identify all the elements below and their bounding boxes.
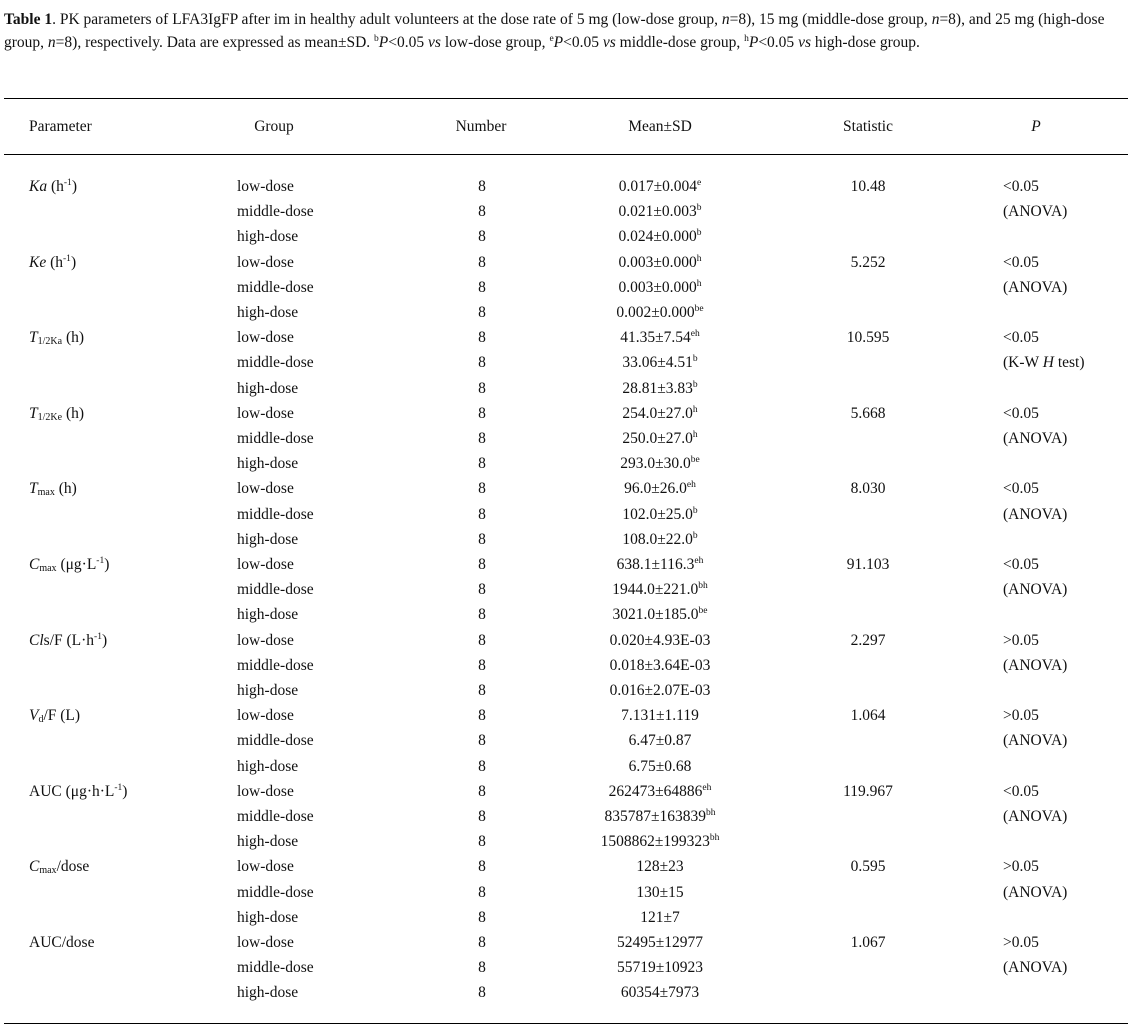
mean-sd-value — [617, 959, 703, 977]
number-value: 8 — [478, 682, 486, 699]
mean-sd-text: 293.0±30.0 — [620, 455, 691, 472]
number-value: 8 — [478, 758, 486, 775]
parameter-name — [29, 556, 109, 574]
parameter-unit: (h) — [54, 480, 77, 497]
number-value: 8 — [478, 178, 486, 195]
mean-sd-text: 60354±7973 — [620, 984, 700, 1001]
significance-mark: be — [690, 455, 700, 465]
p-value: >0.05 — [1003, 934, 1039, 951]
significance-mark: eh — [702, 783, 712, 793]
mean-sd-text: 121±7 — [640, 909, 680, 926]
table-label: Table 1 — [4, 11, 53, 28]
number-value: 8 — [478, 707, 486, 724]
number-value: 8 — [478, 380, 486, 397]
mean-sd-value — [636, 884, 683, 902]
number-value: 8 — [478, 783, 486, 800]
mean-sd-value — [618, 279, 701, 297]
mean-sd-value — [622, 430, 697, 448]
significance-mark: eh — [690, 329, 700, 339]
significance-mark: bh — [709, 833, 720, 843]
mean-sd-value — [610, 682, 711, 700]
significance-mark: h — [696, 279, 702, 289]
test-name: (ANOVA) — [1003, 581, 1068, 598]
parameter-superscript: -1 — [63, 178, 72, 188]
mean-sd-text: 28.81±3.83 — [622, 380, 693, 397]
header-rule — [4, 154, 1128, 155]
number-value: 8 — [478, 480, 486, 497]
significance-mark: b — [692, 354, 698, 364]
parameter-symbol: Ka — [29, 178, 48, 195]
table-top-rule — [4, 98, 1128, 99]
group-name: middle-dose — [237, 732, 314, 749]
mean-sd-value — [618, 254, 701, 272]
parameter-unit-end: ) — [70, 254, 77, 271]
mean-sd-value — [621, 984, 699, 1002]
statistic-value: 10.595 — [846, 329, 890, 346]
number-value: 8 — [478, 304, 486, 321]
number-value: 8 — [478, 455, 486, 472]
group-name: high-dose — [237, 606, 299, 623]
test-name: (ANOVA) — [1003, 203, 1068, 220]
mean-sd-value — [610, 632, 711, 650]
test-name: (ANOVA) — [1003, 884, 1068, 901]
p-value: <0.05 — [1003, 178, 1039, 195]
parameter-symbol: T — [29, 480, 38, 497]
significance-mark: h — [692, 405, 698, 415]
table-caption: Table 1. PK parameters of LFA3IgFP after im in healthy adult volunteers at the dose rate of 5 mg (low-dose group, n=8), 15 mg (middle-dose group, n=8), and 25 mg (high-dose group, n=8), respectively. Data are expressed as mean±SD. $^b$P<0.05 vs low-dose group, $^e$P<0.05 vs middle-dose group, $^h$P<0.05 vs high-dose group. — [4, 11, 1105, 51]
mean-sd-value — [618, 203, 701, 221]
mean-sd-value — [629, 758, 692, 776]
parameter-unit-end: ) — [71, 178, 77, 195]
p-value: <0.05 — [1003, 556, 1039, 573]
parameter-symbol: Ke — [29, 254, 47, 271]
parameter-superscript: -1 — [114, 783, 123, 793]
group-name: middle-dose — [237, 506, 314, 523]
significance-mark: eh — [694, 556, 704, 566]
mean-sd-value — [619, 178, 701, 196]
significance-mark: be — [698, 606, 708, 616]
number-value: 8 — [478, 959, 486, 976]
mean-sd-value — [618, 228, 701, 246]
significance-mark: b — [692, 506, 698, 516]
mean-sd-text: 0.016±2.07E-03 — [609, 682, 711, 699]
parameter-unit: /F (L) — [43, 707, 81, 724]
mean-sd-text: 0.017±0.004 — [618, 178, 698, 195]
mean-sd-value — [622, 506, 697, 524]
significance-mark: be — [694, 304, 704, 314]
group-name: middle-dose — [237, 959, 314, 976]
parameter-unit: AUC (μg·h·L — [29, 783, 115, 800]
number-value: 8 — [478, 556, 486, 573]
parameter-unit: (h) — [62, 405, 85, 422]
parameter-name — [29, 178, 77, 196]
significance-mark: b — [696, 203, 702, 213]
significance-mark: bh — [698, 581, 708, 591]
parameter-unit: AUC/dose — [29, 934, 95, 951]
parameter-subscript: 1/2Ke — [37, 412, 63, 423]
parameter-name — [29, 707, 80, 725]
mean-sd-text: 0.024±0.000 — [618, 228, 697, 245]
group-name: low-dose — [237, 405, 294, 422]
number-value: 8 — [478, 203, 486, 220]
group-name: middle-dose — [237, 430, 314, 447]
mean-sd-text: 41.35±7.54 — [620, 329, 691, 346]
number-value: 8 — [478, 657, 486, 674]
mean-sd-text: 254.0±27.0 — [622, 405, 693, 422]
group-name: low-dose — [237, 858, 294, 875]
test-name: (K-W H test) — [1003, 354, 1085, 371]
group-name: middle-dose — [237, 581, 314, 598]
group-name: high-dose — [237, 682, 299, 699]
parameter-name — [29, 858, 89, 876]
mean-sd-text: 130±15 — [636, 884, 684, 901]
parameter-unit: (h — [46, 254, 64, 271]
significance-mark: h — [692, 430, 698, 440]
group-name: high-dose — [237, 909, 299, 926]
group-name: high-dose — [237, 833, 299, 850]
mean-sd-text: 7.131±1.119 — [621, 707, 699, 724]
mean-sd-text: 33.06±4.51 — [622, 354, 693, 371]
mean-sd-value — [617, 556, 704, 574]
group-name: low-dose — [237, 556, 294, 573]
mean-sd-value — [621, 707, 699, 725]
statistic-value: 1.067 — [850, 934, 886, 951]
number-value: 8 — [478, 279, 486, 296]
mean-sd-value — [622, 531, 697, 549]
mean-sd-value — [629, 732, 692, 750]
significance-mark: h — [696, 254, 702, 264]
parameter-symbol: V — [29, 707, 39, 724]
parameter-subscript: d — [38, 714, 44, 725]
mean-sd-text: 128±23 — [636, 858, 684, 875]
number-value: 8 — [478, 354, 486, 371]
group-name: high-dose — [237, 531, 299, 548]
number-value: 8 — [478, 254, 486, 271]
test-name: (ANOVA) — [1003, 959, 1068, 976]
parameter-name — [29, 783, 127, 801]
parameter-subscript: max — [39, 865, 57, 876]
mean-sd-value — [640, 909, 680, 927]
parameter-subscript: max — [37, 487, 55, 498]
mean-sd-value — [636, 858, 683, 876]
parameter-symbol: C — [29, 858, 40, 875]
mean-sd-text: 250.0±27.0 — [622, 430, 693, 447]
parameter-symbol: T — [29, 329, 38, 346]
mean-sd-text: 55719±10923 — [616, 959, 704, 976]
mean-sd-value — [622, 380, 697, 398]
group-name: middle-dose — [237, 657, 314, 674]
number-value: 8 — [478, 909, 486, 926]
mean-sd-text: 6.75±0.68 — [628, 758, 692, 775]
mean-sd-value — [622, 354, 697, 372]
group-name: low-dose — [237, 329, 294, 346]
parameter-unit: /dose — [56, 858, 90, 875]
group-name: high-dose — [237, 758, 299, 775]
parameter-symbol: T — [29, 405, 38, 422]
mean-sd-text: 6.47±0.87 — [628, 732, 692, 749]
mean-sd-value — [624, 480, 696, 498]
mean-sd-value — [604, 808, 715, 826]
mean-sd-text: 0.003±0.000 — [618, 279, 697, 296]
number-value: 8 — [478, 506, 486, 523]
number-value: 8 — [478, 430, 486, 447]
mean-sd-text: 108.0±22.0 — [622, 531, 693, 548]
significance-mark: bh — [706, 808, 716, 818]
number-value: 8 — [478, 984, 486, 1001]
mean-sd-text: 0.021±0.003 — [618, 203, 697, 220]
mean-sd-value — [620, 455, 699, 473]
mean-sd-value — [609, 783, 712, 801]
parameter-name — [29, 329, 84, 347]
mean-sd-text: 0.003±0.000 — [618, 254, 697, 271]
mean-sd-value — [601, 833, 720, 851]
test-name: (ANOVA) — [1003, 732, 1068, 749]
mean-sd-text: 262473±64886 — [608, 783, 703, 800]
group-name: low-dose — [237, 783, 294, 800]
number-value: 8 — [478, 632, 486, 649]
number-value: 8 — [478, 531, 486, 548]
statistic-value: 0.595 — [850, 858, 886, 875]
group-name: low-dose — [237, 632, 294, 649]
group-name: low-dose — [237, 254, 294, 271]
parameter-name — [29, 405, 84, 423]
header-parameter: Parameter — [29, 118, 92, 135]
mean-sd-text: 1944.0±221.0 — [612, 581, 699, 598]
parameter-symbol: C — [29, 556, 40, 573]
parameter-unit-end: ) — [101, 632, 108, 649]
mean-sd-value — [616, 304, 703, 322]
mean-sd-text: 96.0±26.0 — [624, 480, 687, 497]
significance-mark: e — [697, 178, 702, 188]
parameter-unit: (h — [47, 178, 64, 195]
mean-sd-value — [620, 329, 699, 347]
group-name: middle-dose — [237, 354, 314, 371]
header-group: Group — [254, 118, 294, 135]
mean-sd-text: 0.018±3.64E-03 — [609, 657, 711, 674]
mean-sd-value — [610, 657, 711, 675]
table-bottom-rule — [4, 1023, 1128, 1024]
parameter-superscript: -1 — [94, 632, 102, 642]
test-name: (ANOVA) — [1003, 279, 1068, 296]
test-name: (ANOVA) — [1003, 506, 1068, 523]
mean-sd-text: 1508862±199323 — [600, 833, 710, 850]
parameter-superscript: -1 — [63, 254, 71, 264]
p-value: <0.05 — [1003, 329, 1039, 346]
parameter-name — [29, 480, 77, 498]
statistic-value: 1.064 — [850, 707, 886, 724]
p-value: <0.05 — [1003, 254, 1039, 271]
mean-sd-text: 0.020±4.93E-03 — [609, 632, 711, 649]
group-name: high-dose — [237, 984, 299, 1001]
header-p: P — [1031, 118, 1041, 135]
number-value: 8 — [478, 329, 486, 346]
p-value: <0.05 — [1003, 480, 1039, 497]
number-value: 8 — [478, 858, 486, 875]
p-value: <0.05 — [1003, 783, 1039, 800]
header-number: Number — [455, 118, 507, 135]
group-name: low-dose — [237, 934, 294, 951]
parameter-symbol: Cl — [29, 632, 44, 649]
number-value: 8 — [478, 228, 486, 245]
number-value: 8 — [478, 833, 486, 850]
mean-sd-value — [613, 606, 708, 624]
group-name: middle-dose — [237, 808, 314, 825]
number-value: 8 — [478, 732, 486, 749]
parameter-superscript: -1 — [96, 556, 105, 566]
statistic-value: 2.297 — [850, 632, 886, 649]
parameter-name — [29, 934, 94, 952]
parameter-unit-end: ) — [122, 783, 128, 800]
parameter-name — [29, 254, 76, 272]
p-value: >0.05 — [1003, 707, 1039, 724]
mean-sd-text: 835787±163839 — [604, 808, 707, 825]
number-value: 8 — [478, 606, 486, 623]
statistic-value: 8.030 — [850, 480, 886, 497]
significance-mark: b — [692, 531, 698, 541]
mean-sd-text: 102.0±25.0 — [622, 506, 693, 523]
statistic-value: 119.967 — [843, 783, 893, 800]
group-name: high-dose — [237, 455, 299, 472]
statistic-value: 5.252 — [850, 254, 886, 271]
mean-sd-text: 638.1±116.3 — [616, 556, 695, 573]
significance-mark: b — [692, 380, 698, 390]
mean-sd-text: 3021.0±185.0 — [612, 606, 699, 623]
p-value: >0.05 — [1003, 858, 1039, 875]
parameter-unit: (μg·L — [56, 556, 97, 573]
parameter-subscript: 1/2Ka — [37, 336, 63, 347]
group-name: low-dose — [237, 480, 294, 497]
mean-sd-value — [622, 405, 697, 423]
test-name: (ANOVA) — [1003, 430, 1068, 447]
group-name: middle-dose — [237, 279, 314, 296]
statistic-value: 10.48 — [850, 178, 886, 195]
parameter-unit: (h) — [62, 329, 85, 346]
mean-sd-value — [612, 581, 708, 599]
statistic-value: 5.668 — [850, 405, 886, 422]
group-name: low-dose — [237, 707, 294, 724]
parameter-unit-end: ) — [104, 556, 110, 573]
group-name: middle-dose — [237, 884, 314, 901]
header-mean-sd: Mean±SD — [628, 118, 692, 135]
number-value: 8 — [478, 884, 486, 901]
header-statistic: Statistic — [843, 118, 893, 135]
group-name: high-dose — [237, 304, 299, 321]
number-value: 8 — [478, 581, 486, 598]
mean-sd-value — [617, 934, 703, 952]
p-value: >0.05 — [1003, 632, 1039, 649]
mean-sd-text: 52495±12977 — [616, 934, 704, 951]
number-value: 8 — [478, 405, 486, 422]
group-name: middle-dose — [237, 203, 314, 220]
test-letter: H — [1042, 354, 1054, 371]
parameter-unit: s/F (L·h — [43, 632, 95, 649]
parameter-name — [29, 632, 107, 650]
parameter-subscript: max — [39, 563, 57, 574]
significance-mark: eh — [686, 480, 696, 490]
significance-mark: b — [696, 228, 702, 238]
test-name: (ANOVA) — [1003, 657, 1068, 674]
group-name: high-dose — [237, 380, 299, 397]
group-name: high-dose — [237, 228, 299, 245]
group-name: low-dose — [237, 178, 294, 195]
statistic-value: 91.103 — [846, 556, 890, 573]
mean-sd-text: 0.002±0.000 — [616, 304, 695, 321]
p-value: <0.05 — [1003, 405, 1039, 422]
test-name: (ANOVA) — [1003, 808, 1068, 825]
number-value: 8 — [478, 808, 486, 825]
number-value: 8 — [478, 934, 486, 951]
